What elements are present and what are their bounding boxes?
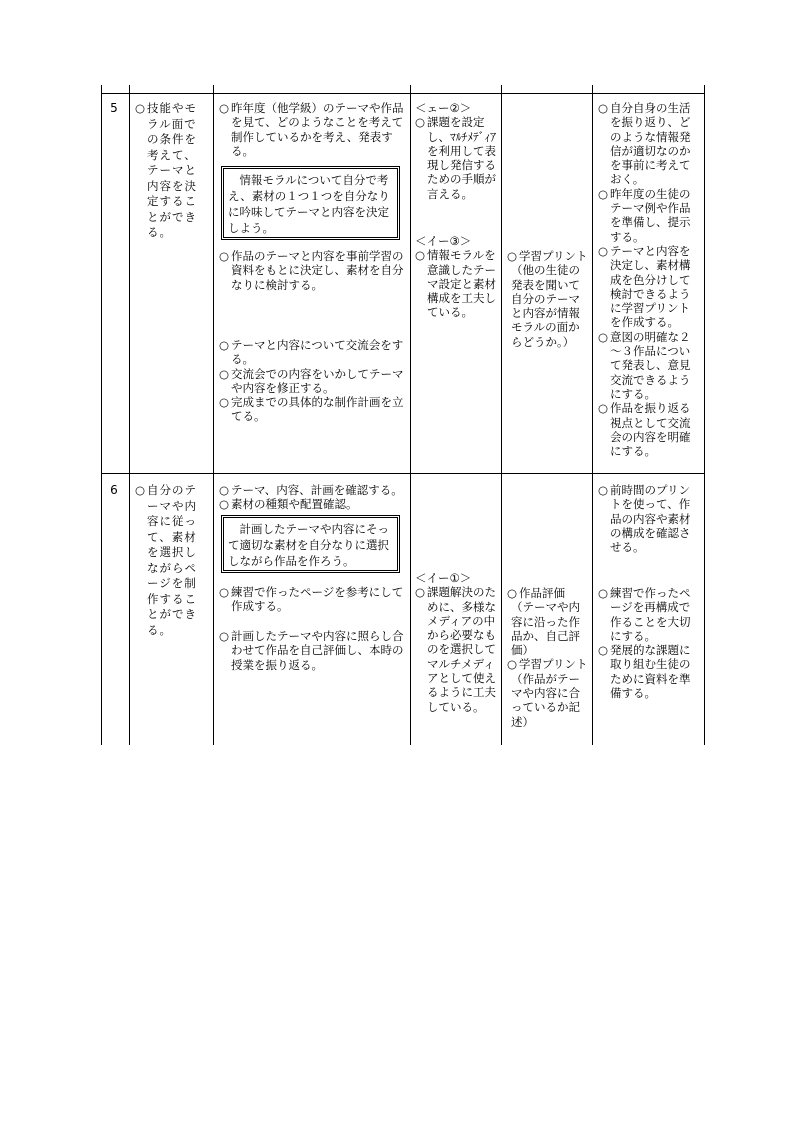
- activity-cell: [219, 483, 405, 512]
- activity-text: 練習で作ったページを参考にして作成する。: [231, 585, 404, 614]
- criteria-head: ＜イー①＞: [415, 571, 472, 585]
- method-note: （作品がテーマや内容に合っているか記述）: [511, 671, 580, 729]
- method-note: （テーマや内容に沿った作品か、自己評価）: [511, 600, 580, 658]
- support-text: 前時間のプリントを使って、作品の内容や素材の構成を確認させる。: [610, 483, 691, 555]
- activity-cell: [219, 338, 405, 424]
- bullet-icon: ○: [135, 483, 146, 497]
- support-text: 自分自身の生活を振り返り、どのような情報発信が適切なのかを事前に考えておく。: [610, 101, 691, 187]
- activity-text: 完成までの具体的な制作計画を立てる。: [231, 395, 404, 424]
- row-divider: [101, 473, 705, 474]
- criteria-text: 情報モラルを意識したテーマ設定と素材構成を工夫している。: [427, 248, 496, 320]
- goal-box: [221, 166, 400, 240]
- support-text: テーマと内容を決定し、素材構成を色分けして検討できるように学習プリントを作成する。: [610, 243, 691, 330]
- activity-cell: [219, 249, 405, 292]
- col-border-5: [592, 85, 593, 745]
- criteria-text: 課題を設定し、ﾏﾙﾁﾒﾃﾞｨｱを利用して表現し発信するための手順が言える。: [427, 115, 496, 201]
- bullet-icon: ○: [598, 329, 609, 344]
- criteria-cell: [415, 101, 497, 201]
- support-cell: [598, 483, 700, 554]
- bullet-icon: ○: [598, 186, 609, 201]
- col-border-4: [501, 85, 502, 745]
- bullet-icon: ○: [219, 395, 230, 410]
- bullet-icon: ○: [598, 401, 609, 416]
- method-text: 学習プリント: [519, 657, 588, 672]
- bullet-icon: ○: [598, 643, 609, 658]
- bullet-icon: ○: [219, 585, 230, 599]
- col-border-3: [410, 85, 411, 745]
- activity-text: 素材の種類や配置確認。: [231, 497, 358, 512]
- bullet-icon: ○: [507, 657, 518, 672]
- method-text: 学習プリント: [519, 249, 588, 263]
- method-cell: [507, 249, 589, 349]
- support-text: 昨年度の生徒のテーマ例や作品を準備し、提示する。: [610, 186, 691, 244]
- box-text: 情報モラルについて自分で考え、素材の１つ１つを自分なりに吟味してテーマと内容を決定しよう。: [228, 173, 390, 235]
- bullet-icon: ○: [219, 629, 230, 643]
- goal-box: [221, 515, 400, 573]
- support-text: 意図の明確な２～３作品について発表し、意見交流できるようにする。: [610, 329, 691, 401]
- goal-cell: [135, 483, 207, 638]
- bullet-icon: ○: [507, 586, 518, 600]
- row-number: 6: [110, 483, 118, 497]
- activity-text: 計画したテーマや内容に照らし合わせて作品を自己評価し、本時の授業を振り返る。: [231, 629, 404, 672]
- method-note: （他の生徒の発表を聞いて自分のテーマと内容が情報モラルの面からどうか。）: [511, 263, 580, 349]
- bullet-icon: ○: [507, 249, 518, 263]
- support-text: 発展的な課題に取り組む生徒のために資料を準備する。: [610, 643, 691, 701]
- activity-text: 作品のテーマと内容を事前学習の資料をもとに決定し、素材を自分なりに検討する。: [231, 249, 404, 292]
- method-cell: [507, 586, 589, 729]
- bullet-icon: ○: [219, 366, 230, 381]
- criteria-cell: [415, 234, 497, 320]
- bullet-icon: ○: [598, 101, 609, 115]
- col-border-1: [129, 85, 130, 745]
- activity-cell: [219, 629, 405, 672]
- activity-cell: [219, 585, 405, 614]
- support-cell: [598, 586, 700, 700]
- bullet-icon: ○: [219, 483, 230, 497]
- bullet-icon: ○: [415, 115, 426, 130]
- bullet-icon: ○: [219, 338, 230, 352]
- col-border-6: [704, 85, 705, 745]
- criteria-cell: [415, 571, 497, 714]
- activity-text: 昨年度（他学級）のテーマや作品を見て、どのようなことを考えて制作しているかを考え、発表する。: [231, 101, 404, 158]
- activity-cell: [219, 101, 405, 158]
- row-number: 5: [110, 101, 118, 115]
- table-top-rule: [101, 93, 705, 94]
- bullet-icon: ○: [219, 249, 230, 263]
- bullet-icon: ○: [415, 248, 426, 263]
- method-text: 作品評価: [519, 586, 565, 600]
- bullet-icon: ○: [135, 101, 146, 115]
- goal-text: 技能やモラル面での条件を考えて、テーマと内容を決定することができる。: [147, 101, 197, 239]
- bullet-icon: ○: [219, 497, 230, 512]
- criteria-text: 課題解決のために、多様なメディアの中から必要なものを選択してマルチメディアとして使えるように工夫している。: [427, 585, 496, 714]
- col-border-0: [101, 85, 102, 745]
- goal-cell: [135, 101, 207, 241]
- support-cell: [598, 101, 700, 458]
- criteria-head: ＜ェー②＞: [415, 101, 472, 115]
- bullet-icon: ○: [415, 585, 426, 600]
- criteria-head: ＜イー③＞: [415, 234, 472, 248]
- activity-text: テーマ、内容、計画を確認する。: [231, 483, 403, 497]
- bullet-icon: ○: [598, 243, 609, 258]
- support-text: 練習で作ったページを再構成で作ることを大切にする。: [610, 586, 691, 643]
- goal-text: 自分のテーマや内容に従って、素材を選択しながらページを制作することができる。: [147, 483, 197, 637]
- bullet-icon: ○: [219, 101, 230, 115]
- col-border-2: [213, 85, 214, 745]
- bullet-icon: ○: [598, 483, 609, 497]
- box-text: 計画したテーマや内容にそって適切な素材を自分なりに選択しながら作品を作ろう。: [228, 522, 389, 568]
- activity-text: テーマと内容について交流会をする。: [231, 338, 404, 367]
- activity-text: 交流会での内容をいかしてテーマや内容を修正する。: [231, 366, 404, 395]
- bullet-icon: ○: [598, 586, 609, 600]
- support-text: 作品を振り返る視点として交流会の内容を明確にする。: [610, 401, 691, 459]
